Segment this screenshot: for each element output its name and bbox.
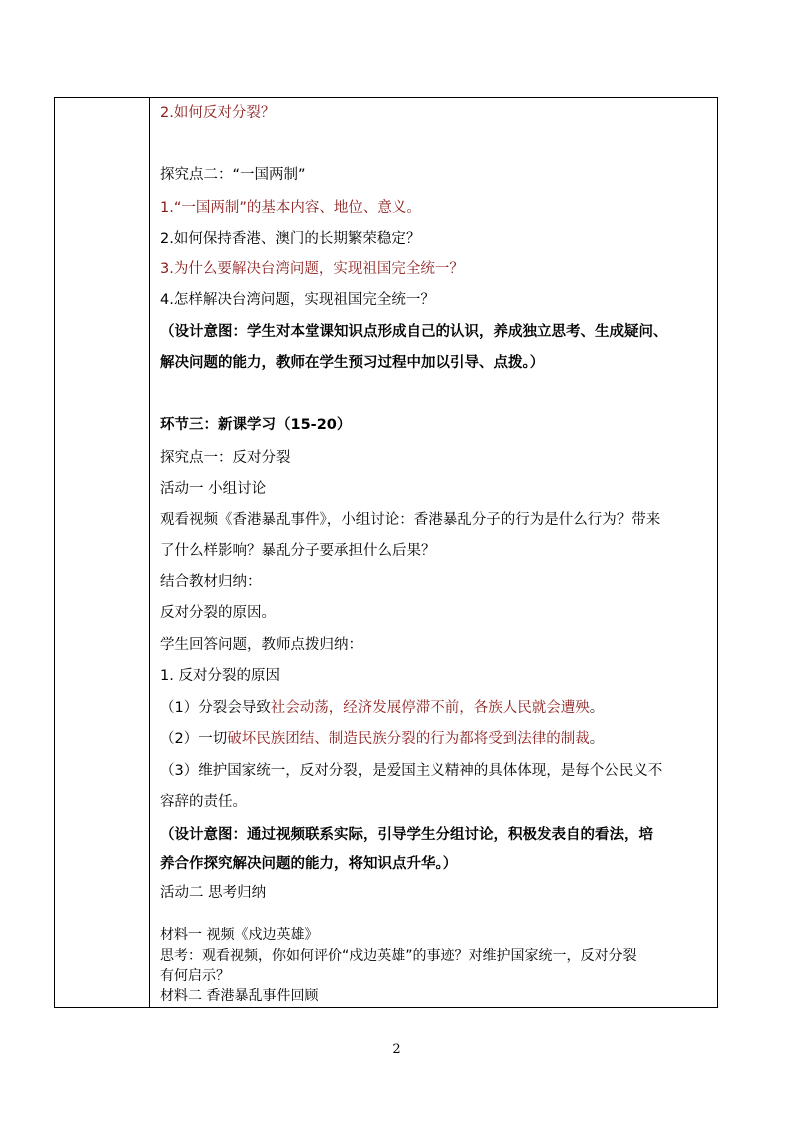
text-line: （设计意图：学生对本堂课知识点形成自己的认识，养成独立思考、生成疑问、 — [160, 324, 668, 340]
text-line: 3.为什么要解决台湾问题，实现祖国完全统一？ — [160, 261, 464, 277]
reason-1-prefix: （1）分裂会导致 — [160, 700, 271, 716]
text-line: 了什么样影响？暴乱分子要承担什么后果？ — [160, 543, 436, 559]
text-line: 1. 反对分裂的原因 — [160, 668, 280, 684]
reason-1-suffix: 。 — [589, 700, 605, 716]
text-line: 探究点一：反对分裂 — [160, 450, 291, 466]
text-line: 养合作探究解决问题的能力，将知识点升华。） — [160, 856, 458, 872]
text-line: 容辞的责任。 — [160, 794, 247, 810]
text-line: 反对分裂的原因。 — [160, 605, 276, 621]
text-line: 学生回答问题，教师点拨归纳： — [160, 637, 363, 653]
text-line: （3）维护国家统一，反对分裂，是爱国主义精神的具体体现，是每个公民义不 — [160, 763, 663, 779]
reason-1-highlight: 社会动荡，经济发展停滞不前，各族人民就会遭殃 — [270, 700, 590, 716]
reason-line-2 — [160, 729, 604, 749]
reason-2-prefix: （2）一切 — [160, 731, 228, 747]
text-line: （设计意图：通过视频联系实际，引导学生分组讨论，积极发表自的看法，培 — [160, 827, 653, 843]
text-line: 结合教材归纳： — [160, 574, 262, 590]
text-line: 2.如何保持香港、澳门的长期繁荣稳定？ — [160, 231, 421, 247]
text-line: 活动二 思考归纳 — [160, 885, 267, 901]
reason-2-highlight: 破坏民族团结、制造民族分裂的行为都将受到法律的制裁 — [227, 731, 590, 747]
text-line: 4.怎样解决台湾问题，实现祖国完全统一？ — [160, 292, 435, 308]
reason-line-1 — [160, 698, 604, 718]
text-line: 活动一 小组讨论 — [160, 481, 267, 497]
text-line: 材料一 视频《戍边英雄》 — [160, 927, 319, 943]
reason-2-suffix: 。 — [589, 731, 605, 747]
column-divider — [149, 98, 150, 1007]
page-number: 2 — [392, 1042, 401, 1057]
text-line: 1.“一国两制”的基本内容、地位、意义。 — [160, 200, 421, 216]
text-line: 探究点二：“一国两制” — [160, 167, 306, 183]
text-line: 环节三：新课学习（15-20） — [160, 417, 352, 433]
text-line: 材料二 香港暴乱事件回顾 — [160, 988, 319, 1004]
text-line: 观看视频《香港暴乱事件》，小组讨论：香港暴乱分子的行为是什么行为？带来 — [160, 512, 661, 528]
text-line: 解决问题的能力，教师在学生预习过程中加以引导、点拨。） — [160, 355, 545, 371]
text-line: 有何启示？ — [160, 968, 230, 984]
text-line: 2.如何反对分裂？ — [160, 105, 276, 121]
text-line: 思考：观看视频，你如何评价“戍边英雄”的事迹？对维护国家统一，反对分裂 — [160, 948, 637, 964]
